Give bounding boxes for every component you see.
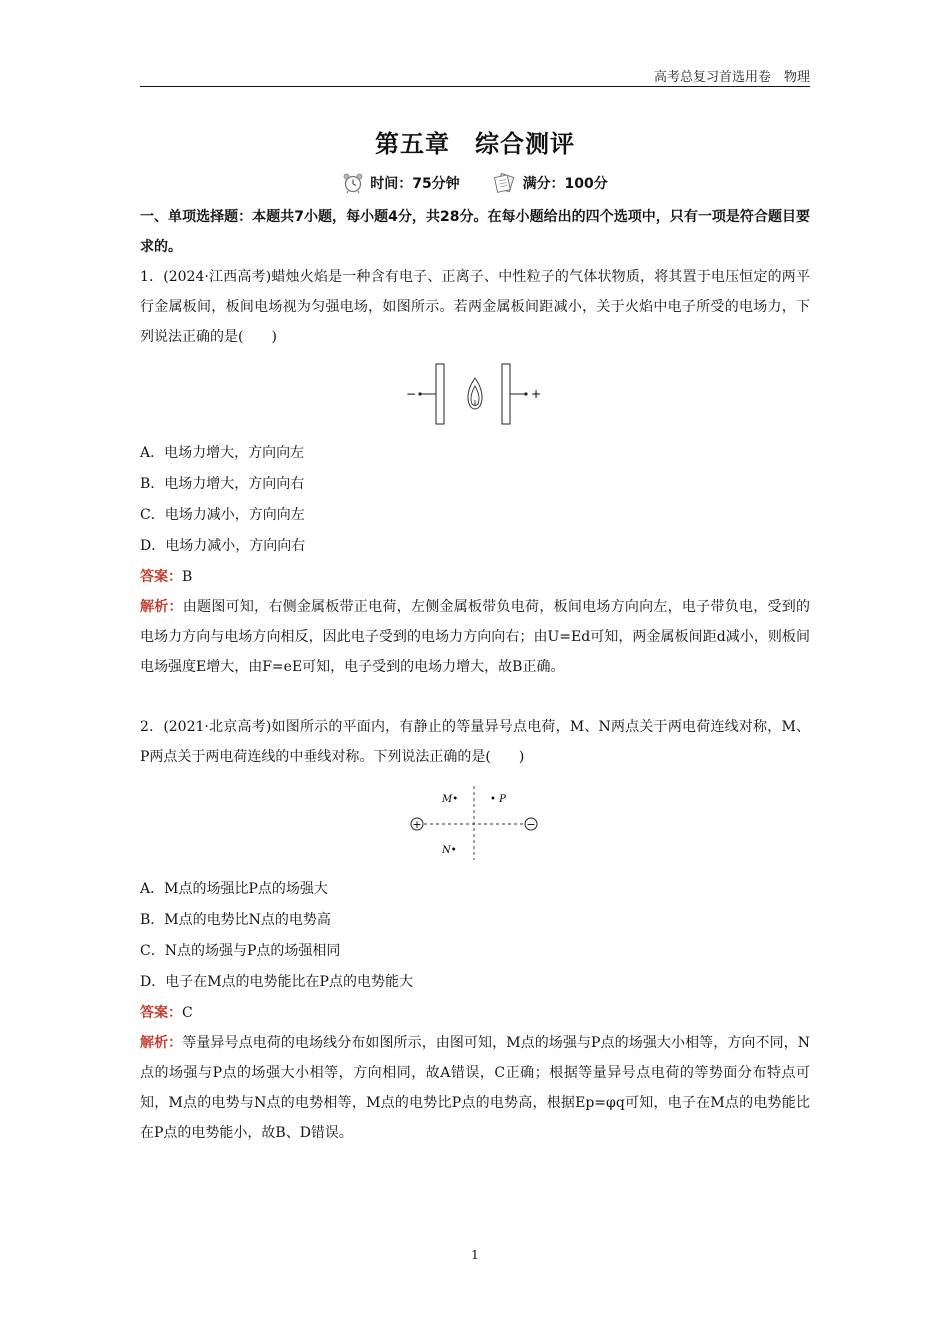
q1-option-a: A．电场力增大，方向向左	[140, 445, 305, 461]
page-number: 1	[471, 1248, 479, 1262]
time-text: 时间：75分钟	[370, 176, 460, 192]
exam-meta	[0, 172, 950, 198]
q1-answer-value: B	[182, 569, 193, 585]
score-text: 满分：100分	[522, 176, 608, 192]
positive-charge-sign: +	[412, 818, 422, 831]
negative-charge-sign: −	[526, 818, 536, 831]
q2-answer-value: C	[182, 1005, 193, 1021]
q2-option-c: C．N点的场强与P点的场强相同	[140, 943, 341, 959]
paper-sheets-icon	[493, 172, 517, 194]
running-header: 高考总复习首选用卷 物理	[653, 70, 810, 85]
point-m-label: M•	[442, 794, 459, 805]
q2-option-b: B．M点的电势比N点的电势高	[140, 912, 331, 928]
section-heading: 一、单项选择题：本题共7小题，每小题4分，共28分。在每小题给出的四个选项中，只有一项是符合题目要求的。	[140, 209, 810, 255]
time-group	[342, 172, 459, 194]
right-terminal-dot	[524, 392, 527, 395]
score-group	[493, 172, 608, 194]
q2-answer-label: 答案：	[140, 1005, 182, 1021]
minus-terminal-label: −	[406, 387, 417, 401]
point-p-label: • P	[490, 794, 506, 805]
dipole-figure	[400, 782, 550, 864]
q1-analysis-label: 解析：	[140, 599, 183, 615]
q1-option-c: C．电场力减小，方向向左	[140, 507, 305, 523]
left-plate	[436, 364, 444, 424]
q1-option-d: D．电场力减小，方向向右	[140, 538, 306, 554]
alarm-clock-icon	[342, 172, 364, 194]
left-terminal-dot	[418, 392, 421, 395]
q2-option-a: A．M点的场强比P点的场强大	[140, 881, 328, 897]
q1-answer-label: 答案：	[140, 569, 182, 585]
capacitor-flame-figure	[400, 360, 550, 430]
point-n-label: N•	[442, 845, 457, 856]
q2-analysis-label: 解析：	[140, 1035, 183, 1051]
question-1-stem: 1．(2024·江西高考)蜡烛火焰是一种含有电子、正离子、中性粒子的气体状物质，将其置于电压恒定的两平行金属板间，板间电场视为匀强电场，如图所示。若两金属板间距减小，关于火焰中电子所受的电场力，下列说法正确的是( )	[140, 269, 810, 345]
q1-analysis-text: 由题图可知，右侧金属板带正电荷，左侧金属板带负电荷，板间电场方向向左，电子带负电，受到的电场力方向与电场方向相反，因此电子受到的电场力方向向右；由U=Ed可知，两金属板间距d减小，则板间电场强度E增大，由F=eE可知，电子受到的电场力增大，故B正确。	[140, 599, 811, 675]
q2-analysis-text: 等量异号点电荷的电场线分布如图所示，由图可知，M点的场强与P点的场强大小相等，方向不同，N点的场强与P点的场强大小相等，方向相同，故A错误，C正确；根据等量异号点电荷的等势面分布特点可知，M点的电势与N点的电势相等，M点的电势比P点的电势高，根据Ep=φq可知，电子在M点的电势能比在P点的电势能小，故B、D错误。	[140, 1035, 810, 1141]
q1-answer	[140, 562, 810, 592]
question-2-stem: 2．(2021·北京高考)如图所示的平面内，有静止的等量异号点电荷，M、N两点关于两电荷连线对称，M、P两点关于两电荷连线的中垂线对称。下列说法正确的是( )	[140, 719, 810, 765]
header-rule	[140, 86, 810, 87]
q2-analysis	[140, 1028, 810, 1148]
right-plate	[502, 364, 510, 424]
q1-analysis	[140, 592, 810, 682]
question-2-options	[140, 874, 810, 998]
q1-option-b: B．电场力增大，方向向右	[140, 476, 305, 492]
q2-answer	[140, 998, 810, 1028]
q2-option-d: D．电子在M点的电势能比在P点的电势能大	[140, 974, 413, 990]
page-title: 第五章 综合测评	[375, 130, 575, 158]
question-1-options	[140, 438, 810, 562]
plus-terminal-label: +	[531, 387, 542, 401]
